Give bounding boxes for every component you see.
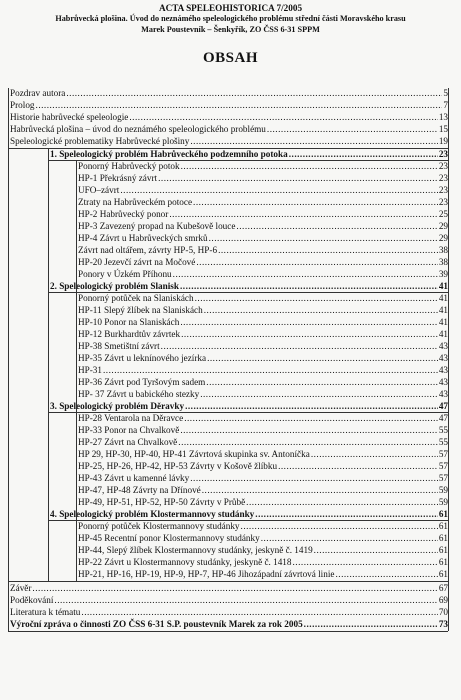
dot-leader bbox=[255, 509, 438, 520]
toc-subentry bbox=[78, 473, 448, 484]
dot-leader bbox=[180, 425, 438, 436]
toc-subentry bbox=[78, 197, 448, 208]
toc-entry-title: HP- 37 Závrt u babického stezky bbox=[78, 389, 200, 399]
toc-subentry bbox=[78, 221, 448, 232]
toc-page-number: 57 bbox=[438, 473, 448, 483]
dot-leader bbox=[178, 437, 438, 448]
dot-leader bbox=[32, 583, 437, 594]
toc-page-number: 29 bbox=[438, 221, 448, 231]
toc-subentry bbox=[78, 413, 448, 424]
toc-subentry bbox=[78, 317, 448, 328]
toc-page-number: 59 bbox=[438, 497, 448, 507]
toc-entry-title: Prolog bbox=[10, 100, 35, 110]
dot-leader bbox=[185, 401, 438, 412]
toc-entry-title: 1. Speleologický problém Habrůveckého podzemního potoka bbox=[50, 149, 288, 159]
toc-entry-title: HP-10 Ponor na Slaniskách bbox=[78, 317, 180, 327]
toc-subentry bbox=[78, 533, 448, 544]
toc-entry-title: Historie habrůvecké speleologie bbox=[10, 112, 129, 122]
dot-leader bbox=[158, 173, 438, 184]
toc-subentry bbox=[78, 257, 448, 268]
toc-entry bbox=[10, 583, 448, 594]
dot-leader bbox=[261, 533, 438, 544]
toc-subentry bbox=[78, 461, 448, 472]
toc-entry bbox=[10, 88, 448, 99]
table-rule bbox=[48, 520, 448, 521]
toc-entry-title: Závrt nad oltářem, závrty HP-5, HP-6 bbox=[78, 245, 218, 255]
toc-subentry bbox=[78, 389, 448, 400]
toc-entry-title: 3. Speleologický problém Děravky bbox=[50, 401, 185, 411]
dot-leader bbox=[81, 607, 437, 618]
toc-subentry bbox=[78, 557, 448, 568]
toc-page-number: 38 bbox=[438, 257, 448, 267]
dot-leader bbox=[169, 209, 437, 220]
toc-entry-title: Pozdrav autora bbox=[10, 88, 66, 98]
toc-page-number: 70 bbox=[438, 607, 448, 617]
toc-subentry bbox=[78, 293, 448, 304]
toc-subentry bbox=[78, 269, 448, 280]
dot-leader bbox=[36, 100, 443, 111]
dot-leader bbox=[314, 545, 438, 556]
toc-entry-title: Závěr bbox=[10, 583, 32, 593]
table-rule bbox=[76, 160, 77, 581]
toc-entry-title: Poděkování bbox=[10, 595, 54, 605]
toc-subentry bbox=[78, 485, 448, 496]
toc-subentry bbox=[78, 365, 448, 376]
toc-entry-title: HP-1 Překrásný závrt bbox=[78, 173, 158, 183]
toc-page-number: 57 bbox=[438, 449, 448, 459]
dot-leader bbox=[181, 329, 438, 340]
toc-entry-title: HP 29, HP-30, HP-40, HP-41 Závrtová skupinka sv. Antoníčka bbox=[78, 449, 310, 459]
dot-leader bbox=[304, 619, 438, 630]
toc-page-number: 43 bbox=[438, 377, 448, 387]
toc-page-number: 41 bbox=[438, 329, 448, 339]
toc-subentry bbox=[78, 545, 448, 556]
toc-subentry bbox=[78, 437, 448, 448]
dot-leader bbox=[173, 269, 438, 280]
table-rule bbox=[8, 148, 448, 149]
toc-entry-title: HP-2 Habrůvecký ponor bbox=[78, 209, 169, 219]
toc-entry-title: HP-21, HP-16, HP-19, HP-9, HP-7, HP-46 Jihozápadní závrtová linie bbox=[78, 569, 335, 579]
dot-leader bbox=[193, 197, 438, 208]
toc-entry-title: HP-12 Burkhardtův závrtek bbox=[78, 329, 181, 339]
dot-leader bbox=[200, 389, 438, 400]
page-title: OBSAH bbox=[202, 50, 258, 66]
table-rule bbox=[48, 160, 448, 161]
toc-page-number: 5 bbox=[443, 88, 448, 98]
dot-leader bbox=[293, 557, 438, 568]
toc-page-number: 41 bbox=[438, 317, 448, 327]
toc-entry-title: UFO–závrt bbox=[78, 185, 120, 195]
toc-page-number: 43 bbox=[438, 365, 448, 375]
toc-page-number: 23 bbox=[438, 185, 448, 195]
toc-subentry bbox=[78, 305, 448, 316]
toc-page-number: 69 bbox=[438, 595, 448, 605]
toc-subentry bbox=[78, 161, 448, 172]
dot-leader bbox=[190, 473, 438, 484]
toc-subentry bbox=[78, 209, 448, 220]
dot-leader bbox=[278, 461, 438, 472]
table-rule bbox=[448, 88, 449, 631]
toc-page-number: 43 bbox=[438, 353, 448, 363]
dot-leader bbox=[236, 221, 437, 232]
toc-subentry bbox=[78, 497, 448, 508]
toc-page-number: 67 bbox=[438, 583, 448, 593]
toc-page-number: 47 bbox=[438, 401, 448, 411]
toc-subentry bbox=[78, 425, 448, 436]
dot-leader bbox=[207, 353, 438, 364]
toc-page-number: 41 bbox=[438, 305, 448, 315]
toc-entry bbox=[10, 112, 448, 123]
toc-entry-title: HP-47, HP-48 Závrty na Dřínové bbox=[78, 485, 201, 495]
toc-entry-title: Ponory v Úzkém Příhonu bbox=[78, 269, 172, 279]
toc-entry-title: HP-36 Závrt pod Tyršovým sadem bbox=[78, 377, 206, 387]
toc-page-number: 13 bbox=[438, 112, 448, 122]
toc-entry-title: HP-44, Slepý žlíbek Klostermannovy studánky, jeskyně č. 1419 bbox=[78, 545, 313, 555]
toc-entry bbox=[10, 619, 448, 630]
toc-entry-title: HP-25, HP-26, HP-42, HP-53 Závrty v Košově žlíbku bbox=[78, 461, 278, 471]
table-rule bbox=[8, 88, 9, 631]
toc-page-number: 23 bbox=[438, 197, 448, 207]
toc-page-number: 23 bbox=[438, 173, 448, 183]
toc-page-number: 23 bbox=[438, 161, 448, 171]
toc-page-number: 61 bbox=[438, 521, 448, 531]
dot-leader bbox=[196, 257, 437, 268]
toc-entry-title: Ponorný Habrůvecký potok bbox=[78, 161, 180, 171]
toc-page-number: 61 bbox=[438, 509, 448, 519]
dot-leader bbox=[246, 497, 438, 508]
toc-subentry bbox=[78, 329, 448, 340]
toc-entry-title: Speleologické problematiky Habrůvecké plošiny bbox=[10, 136, 190, 146]
toc-entry-title: Ztraty na Habrůveckém potoce bbox=[78, 197, 193, 207]
dot-leader bbox=[120, 185, 437, 196]
dot-leader bbox=[103, 365, 438, 376]
dot-leader bbox=[190, 136, 437, 147]
toc-page-number: 38 bbox=[438, 245, 448, 255]
toc-entry-title: HP-3 Zavezený propad na Kubešově louce bbox=[78, 221, 236, 231]
toc-subentry bbox=[78, 353, 448, 364]
toc-page-number: 43 bbox=[438, 389, 448, 399]
toc-entry-title: Ponorný potůček na Slaniskách bbox=[78, 293, 194, 303]
toc-subentry bbox=[78, 173, 448, 184]
dot-leader bbox=[241, 521, 438, 532]
dot-leader bbox=[209, 233, 438, 244]
dot-leader bbox=[129, 112, 437, 123]
toc-entry-title: HP-33 Ponor na Chvalkově bbox=[78, 425, 180, 435]
toc-entry-title: 4. Speleologický problém Klostermannovy studánky bbox=[50, 509, 255, 519]
toc-entry-title: Literatura k tématu bbox=[10, 607, 81, 617]
dot-leader bbox=[218, 245, 438, 256]
toc-page-number: 41 bbox=[438, 293, 448, 303]
toc-subentry bbox=[78, 521, 448, 532]
toc-entry bbox=[10, 100, 448, 111]
toc-section-heading bbox=[50, 509, 448, 520]
toc-page-number: 61 bbox=[438, 545, 448, 555]
dot-leader bbox=[204, 305, 438, 316]
toc-section-heading bbox=[50, 281, 448, 292]
toc-page-number: 29 bbox=[438, 233, 448, 243]
dot-leader bbox=[180, 281, 438, 292]
toc-entry-title: HP-22 Závrt u Klostermannovy studánky, jeskyně č. 1418 bbox=[78, 557, 292, 567]
toc-subentry bbox=[78, 377, 448, 388]
dot-leader bbox=[181, 161, 438, 172]
dot-leader bbox=[195, 293, 438, 304]
toc-entry-title: HP-27 Závrt na Chvalkově bbox=[78, 437, 178, 447]
table-rule bbox=[8, 631, 448, 632]
toc-subentry bbox=[78, 449, 448, 460]
toc-page-number: 47 bbox=[438, 413, 448, 423]
publication-title: Habrůvecká plošina. Úvod do neznámého speleologického problému střední části Moravského krasu bbox=[55, 14, 406, 23]
toc-entry-title: HP-35 Závrt u leknínového jezírka bbox=[78, 353, 207, 363]
toc-entry-title: Ponorný potůček Klostermannovy studánky bbox=[78, 521, 240, 531]
table-rule bbox=[8, 581, 448, 582]
toc-section-heading bbox=[50, 401, 448, 412]
dot-leader bbox=[66, 88, 442, 99]
toc-subentry bbox=[78, 245, 448, 256]
toc-entry-title: HP-28 Ventarola na Děravce bbox=[78, 413, 184, 423]
toc-entry-title: HP-45 Recentní ponor Klostermannovy studánky bbox=[78, 533, 260, 543]
toc-entry-title: HP-11 Slepý žlíbek na Slaniskách bbox=[78, 305, 203, 315]
toc-page-number: 61 bbox=[438, 557, 448, 567]
toc-subentry bbox=[78, 341, 448, 352]
toc-entry-title: HP-20 Jezevčí závrt na Močové bbox=[78, 257, 196, 267]
table-rule bbox=[48, 148, 49, 581]
toc-page-number: 59 bbox=[438, 485, 448, 495]
toc-entry-title: 2. Speleologický problém Slanisk bbox=[50, 281, 179, 291]
toc-page-number: 39 bbox=[438, 269, 448, 279]
toc-subentry bbox=[78, 185, 448, 196]
dot-leader bbox=[267, 124, 438, 135]
toc-entry-title: HP-4 Závrt u Habrůveckých smrků bbox=[78, 233, 208, 243]
toc-subentry bbox=[78, 569, 448, 580]
toc-section-heading bbox=[50, 149, 448, 160]
dot-leader bbox=[161, 341, 438, 352]
toc-entry-title: HP-49, HP-51, HP-52, HP-50 Závrty v Průbě bbox=[78, 497, 246, 507]
toc-entry-title: Habrůvecká plošina – úvod do neznámého speleologického problému bbox=[10, 124, 266, 134]
toc-page-number: 15 bbox=[438, 124, 448, 134]
author-line: Marek Poustevník – Šenkyřík, ZO ČSS 6-31 SPPM bbox=[141, 25, 320, 34]
toc-page-number: 61 bbox=[438, 569, 448, 579]
dot-leader bbox=[184, 413, 438, 424]
dot-leader bbox=[289, 149, 438, 160]
toc-subentry bbox=[78, 233, 448, 244]
dot-leader bbox=[311, 449, 438, 460]
toc-entry-title: HP-31 bbox=[78, 365, 102, 375]
toc-entry-title: HP-38 Smetištní závrt bbox=[78, 341, 160, 351]
table-rule bbox=[48, 292, 448, 293]
toc-entry-title: HP-43 Závrt u kamenné lávky bbox=[78, 473, 190, 483]
toc-entry bbox=[10, 595, 448, 606]
toc-entry bbox=[10, 124, 448, 135]
dot-leader bbox=[206, 377, 438, 388]
dot-leader bbox=[202, 485, 438, 496]
toc-page-number: 7 bbox=[443, 100, 448, 110]
toc-entry-title: Výroční zpráva o činnosti ZO ČSS 6-31 S.P. poustevník Marek za rok 2005 bbox=[10, 619, 303, 629]
toc-page-number: 57 bbox=[438, 461, 448, 471]
table-rule bbox=[48, 412, 448, 413]
toc-page-number: 55 bbox=[438, 437, 448, 447]
dot-leader bbox=[54, 595, 437, 606]
toc-page-number: 19 bbox=[438, 136, 448, 146]
dot-leader bbox=[335, 569, 437, 580]
toc-entry bbox=[10, 136, 448, 147]
toc-page-number: 43 bbox=[438, 341, 448, 351]
toc-page-number: 23 bbox=[438, 149, 448, 159]
toc-page-number: 41 bbox=[438, 281, 448, 291]
toc-page-number: 73 bbox=[438, 619, 448, 629]
dot-leader bbox=[180, 317, 438, 328]
toc-page-number: 55 bbox=[438, 425, 448, 435]
toc-page-number: 25 bbox=[438, 209, 448, 219]
toc-entry bbox=[10, 607, 448, 618]
toc-page-number: 61 bbox=[438, 533, 448, 543]
journal-title: ACTA SPELEOHISTORICA 7/2005 bbox=[158, 3, 303, 13]
